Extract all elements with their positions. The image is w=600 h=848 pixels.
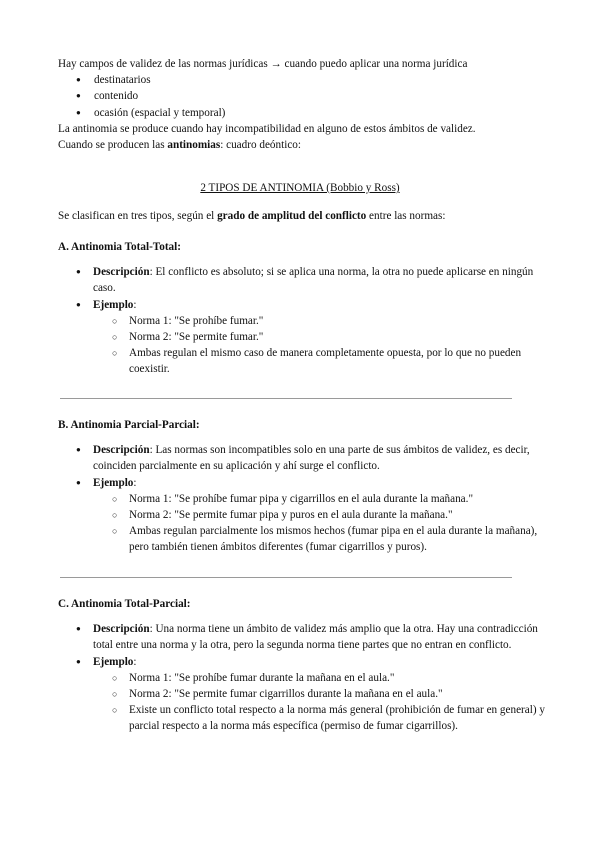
list-item: ○ Norma 1: "Se prohíbe fumar durante la mañana en el aula.": [93, 670, 548, 686]
list-item: ○ Norma 1: "Se prohíbe fumar.": [93, 313, 548, 329]
intro-line-1: Hay campos de validez de las normas jurídicas → cuando puedo aplicar una norma jurídica: [58, 58, 468, 70]
intro-line-2: La antinomia se produce cuando hay incompatibilidad en alguno de estos ámbitos de validez.: [58, 122, 476, 135]
intro-block: [58, 56, 548, 153]
list-item: ○ Norma 2: "Se permite fumar pipa y puros en el aula durante la mañana.": [93, 507, 548, 523]
intro-line-3-bold: antinomias: [167, 139, 221, 152]
section-title-text: 2 TIPOS DE ANTINOMIA (Bobbio y Ross): [200, 182, 400, 194]
list-item: ● destinatarios: [58, 72, 548, 88]
example-label: Ejemplo: [93, 476, 134, 489]
description-label: Descripción: [93, 266, 150, 279]
list-item: ○ Norma 2: "Se permite fumar.": [93, 329, 548, 345]
intro-line-3-tail: : cuadro deóntico:: [220, 139, 301, 152]
section-heading: C. Antinomia Total-Parcial:: [58, 598, 191, 610]
list-item: ● contenido: [58, 88, 548, 104]
example-label: Ejemplo: [93, 298, 134, 311]
validity-fields-list: [58, 72, 548, 121]
example-colon: :: [133, 655, 137, 668]
description-label: Descripción: [93, 623, 150, 636]
classify-tail: entre las normas:: [366, 210, 446, 222]
description-text: : Una norma tiene un ámbito de validez más amplio que la otra. Hay una contradicción total entre una norma y la otra, pero la segunda norma tiene partes que no entran en conflicto.: [93, 623, 538, 652]
description-text: : Las normas son incompatibles solo en una parte de sus ámbitos de validez, es decir, coinciden parcialmente en su aplicación y ahí surge el conflicto.: [93, 444, 530, 473]
horizontal-divider: [60, 577, 512, 578]
description-item: [58, 442, 548, 474]
example-item: [58, 654, 548, 735]
example-list: [93, 491, 548, 556]
section-heading: A. Antinomia Total-Total:: [58, 241, 181, 253]
section-total-parcial: [58, 596, 548, 735]
example-list: [93, 670, 548, 735]
description-item: [58, 264, 548, 296]
section-heading: B. Antinomia Parcial-Parcial:: [58, 419, 200, 431]
classification-intro: [58, 208, 445, 224]
section-list: [58, 264, 548, 377]
example-item: [58, 475, 548, 556]
section-list: [58, 442, 548, 555]
description-item: [58, 621, 548, 653]
classify-text: Se clasifican en tres tipos, según el: [58, 210, 218, 222]
intro-line-3-text: Cuando se producen las: [58, 139, 168, 152]
list-item: ○ Ambas regulan el mismo caso de manera completamente opuesta, por lo que no pueden coexistir.: [93, 345, 548, 377]
example-list: [93, 313, 548, 378]
list-item: ○ Norma 2: "Se permite fumar cigarrillos durante la mañana en el aula.": [93, 686, 548, 702]
example-colon: :: [133, 298, 137, 311]
example-colon: :: [133, 476, 137, 489]
classify-bold: grado de amplitud del conflicto: [217, 210, 367, 222]
list-item: ○ Norma 1: "Se prohíbe fumar pipa y cigarrillos en el aula durante la mañana.": [93, 491, 548, 507]
example-item: [58, 297, 548, 378]
list-item: ● ocasión (espacial y temporal): [58, 105, 548, 121]
description-text: : El conflicto es absoluto; si se aplica una norma, la otra no puede aplicarse en ningún caso.: [93, 266, 534, 295]
horizontal-divider: [60, 398, 512, 399]
section-list: [58, 621, 548, 734]
section-total-total: [58, 239, 548, 378]
list-item: ○ Ambas regulan parcialmente los mismos hechos (fumar pipa en el aula durante la mañana), pero también tienen ámbitos diferentes (fumar cigarrillos y puros).: [93, 523, 548, 555]
section-title: [0, 180, 600, 196]
list-item: ○ Existe un conflicto total respecto a la norma más general (prohibición de fumar en general) y parcial respecto a la norma más específica (permiso de fumar cigarrillos).: [93, 702, 548, 734]
section-parcial-parcial: [58, 417, 548, 556]
description-label: Descripción: [93, 444, 150, 457]
intro-line-3: [58, 137, 548, 153]
example-label: Ejemplo: [93, 655, 134, 668]
